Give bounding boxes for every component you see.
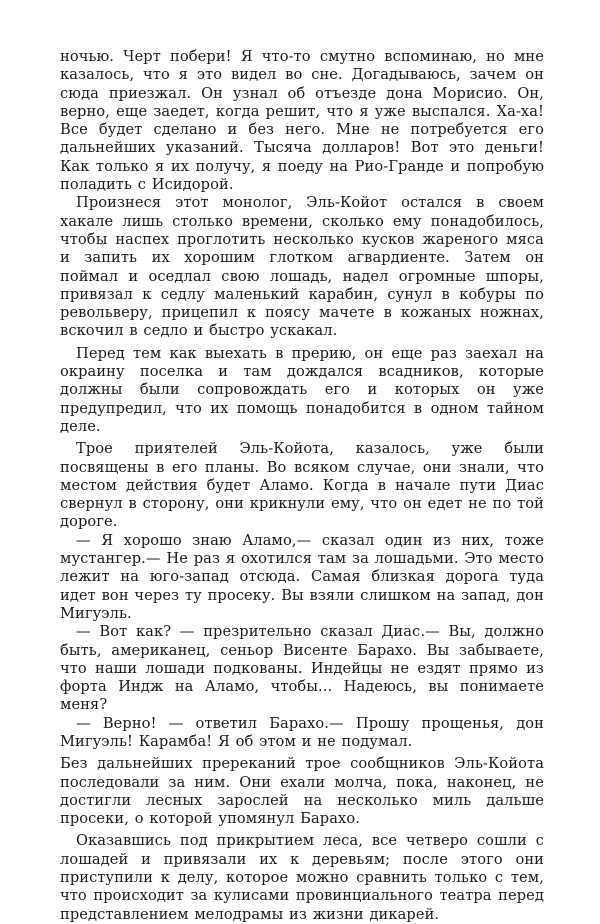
paragraph-5: — Я хорошо знаю Аламо,— сказал один из них, тоже мустангер.— Не раз я охотился там за лошадьми. Это место лежит на юго-запад отсюда. Самая близкая дорога туда идет вон через ту просеку. Вы взяли слишком на запад, дон Мигуэль. [60, 531, 544, 622]
paragraph-6: — Вот как? — презрительно сказал Диас.— Вы, должно быть, американец, сеньор Висенте Барахо. Вы забываете, что наши лошади подкованы. Индейцы не ездят прямо из форта Индж на Аламо, чтобы... Надеюсь, вы понимаете меня? [60, 623, 544, 714]
paragraph-2: Произнеся этот монолог, Эль-Койот остался в своем хакале лишь столько времени, сколько ему понадобилось, чтобы наспех проглотить несколько кусков жареного мяса и запить их хорошим глотком агвардиенте. Затем он поймал и оседлал свою лошадь, надел огромные шпоры, привязал к седлу маленький карабин, сунул в кобуры по револьверу, прицепил к поясу мачете в кожаных ножнах, вскочил в седло и быстро ускакал. [60, 194, 544, 340]
paragraph-8: Без дальнейших пререканий трое сообщников Эль-Койота последовали за ним. Они ехали молча, пока, наконец, не достигли лесных зарослей на несколько миль дальше просеки, о которой упомянул Барахо. [60, 755, 544, 828]
paragraph-7: — Верно! — ответил Барахо.— Прошу прощенья, дон Мигуэль! Карамба! Я об этом и не подумал. [60, 714, 544, 750]
paragraph-9: Оказавшись под прикрытием леса, все четверо сошли с лошадей и привязали их к деревьям; после этого они приступили к делу, которое можно сравнить только с тем, что происходит за кулисами провинциального театра перед представлением мелодрамы из жизни дикарей. [60, 832, 544, 923]
paragraph-3: Перед тем как выехать в прерию, он еще раз заехал на окраину поселка и там дождался всадников, которые должны были сопровождать его и которых он уже предупредил, что их помощь понадобится в одном тайном деле. [60, 344, 544, 435]
paragraph-1: ночью. Черт побери! Я что-то смутно вспоминаю, но мне казалось, что я это видел во сне. Догадываюсь, зачем он сюда приезжал. Он узнал об отъезде дона Морисио. Он, верно, еще заедет, когда решит, что я уже выспался. Ха-ха! Все будет сделано и без него. Мне не потребуется его дальнейших указаний. Тысяча долларов! Вот это деньги! Как только я их получу, я поеду на Рио-Гранде и попробую поладить с Исидорой. [60, 48, 544, 194]
book-page [60, 48, 544, 924]
paragraph-4: Трое приятелей Эль-Койота, казалось, уже были посвящены в его планы. Во всяком случае, они знали, что местом действия будет Аламо. Когда в начале пути Диас свернул в сторону, они крикнули ему, что он едет не по той дороге. [60, 440, 544, 531]
